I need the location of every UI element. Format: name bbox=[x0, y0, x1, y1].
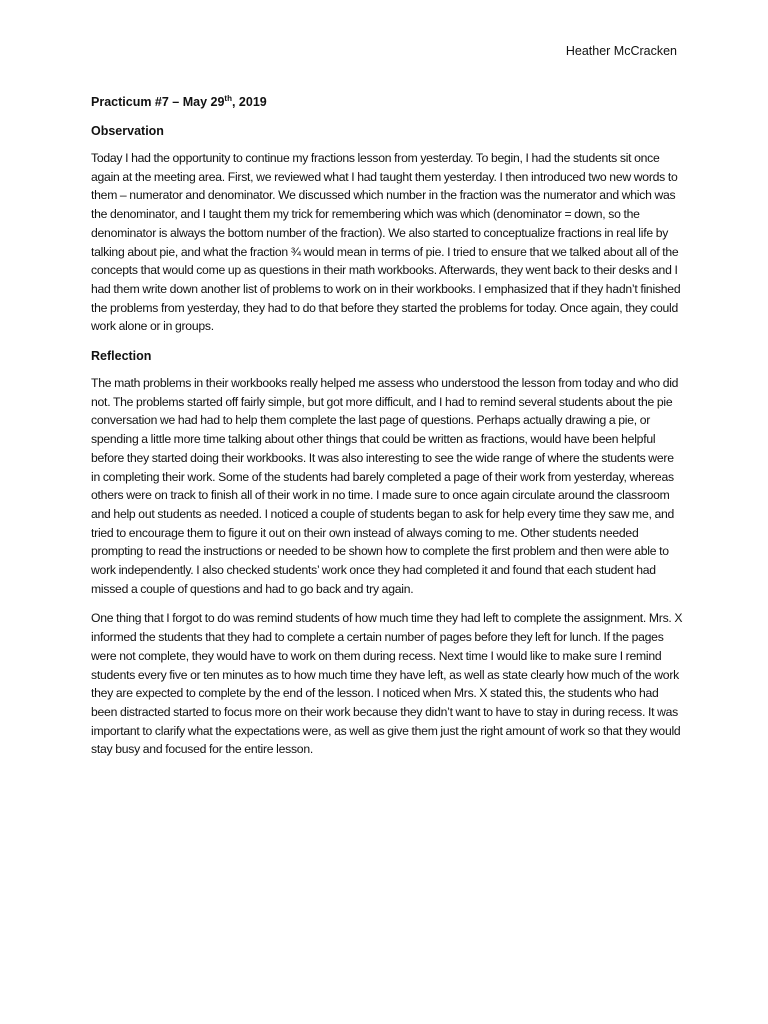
title-suffix: , 2019 bbox=[231, 95, 267, 109]
document-body bbox=[91, 92, 683, 770]
title-superscript: th bbox=[224, 94, 232, 103]
section-heading-reflection: Reflection bbox=[91, 349, 152, 364]
title-prefix: Practicum #7 – May 29 bbox=[91, 95, 225, 109]
reflection-paragraph-1: The math problems in their workbooks really helped me assess who understood the lesson from today and who did not. The problems started off fairly simple, but got more difficult, and I had to remind several students about the pie conversation we had had to help them complete the last page of questions. Perhaps actually drawing a pie, or spending a little more time talking about other things that could be written as fractions, would have been helpful before they started doing their workbooks. It was also interesting to see the wide range of where the students were in completing their work. Some of the students had barely completed a page of their work from yesterday, whereas others were on track to finish all of their work in no time. I made sure to once again circulate around the classroom and help out students as needed. I noticed a couple of students began to ask for help every time they saw me, and tried to encourage them to figure it out on their own instead of always coming to me. Other students needed prompting to read the instructions or needed to be shown how to complete the first problem and then were able to work independently. I also checked students’ work once they had completed it and found that each student had missed a couple of questions and had to go back and try again. bbox=[91, 376, 679, 596]
observation-paragraph: Today I had the opportunity to continue my fractions lesson from yesterday. To begin, I had the students sit once again at the meeting area. First, we reviewed what I had taught them yesterday. I then introduced two new words to them – numerator and denominator. We discussed which number in the fraction was the numerator and which was the denominator, and I taught them my trick for remembering which was which (denominator = down, so the denominator is always the bottom number of the fraction). We also started to conceptualize fractions in real life by talking about pie, and what the fraction ¾ would mean in terms of pie. I tried to ensure that we talked about all of the concepts that would come up as questions in their math workbooks. Afterwards, they went back to their desks and I had them write down another list of problems to work on in their workbooks. I emphasized that if they hadn’t finished the problems from yesterday, they had to do that before they started the problems for today. Once again, they could work alone or in groups. bbox=[91, 151, 681, 334]
document-title bbox=[91, 92, 683, 112]
author-name: Heather McCracken bbox=[565, 44, 677, 58]
section-heading-observation: Observation bbox=[91, 124, 164, 138]
reflection-paragraph-2: One thing that I forgot to do was remind students of how much time they had left to complete the assignment. Mrs. X informed the students that they had to complete a certain number of pages before they left for lunch. If the pages were not complete, they would have to work on them during recess. Next time I would like to make sure I remind students every five or ten minutes as to how much time they have left, as well as state clearly how much of the work they are expected to complete by the end of the lesson. I noticed when Mrs. X stated this, the students who had been distracted started to focus more on their work because they didn’t want to have to stay in during recess. It was important to clarify what the expectations were, as well as give them just the right amount of work so that they would stay busy and focused for the entire lesson. bbox=[91, 611, 683, 757]
